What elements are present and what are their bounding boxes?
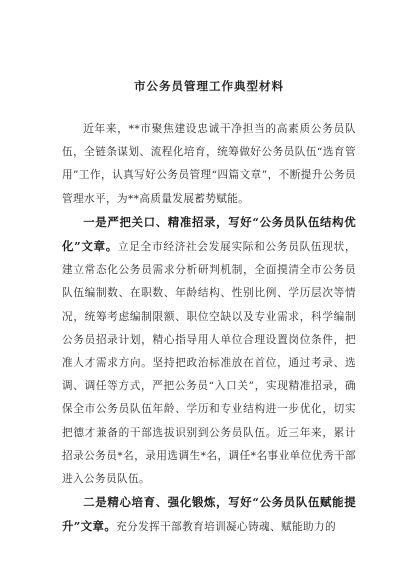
section-2-paragraph bbox=[62, 491, 356, 539]
section-1-paragraph bbox=[62, 211, 356, 491]
intro-paragraph: 近年来，**市聚焦建设忠诚干净担当的高素质公务员队伍，全链条谋划、流程化培育，统筹做好公务员队伍“选育管用”工作，认真写好公务员管理“四篇文章”，不断提升公务员管理水平，为**高质量发展蓄势赋能。 bbox=[62, 123, 356, 205]
document-title: 市公务员管理工作典型材料 bbox=[134, 79, 284, 93]
section-2-body: 充分发挥干部教育培训凝心铸魂、赋能助力的 bbox=[116, 521, 336, 534]
section-1-body: 立足全市经济社会发展实际和公务员队伍现状，建立常态化公务员需求分析研判机制，全面摸清全市公务员队伍编制数、在职数、年龄结构、性别比例、学历层次等情况，统筹考虑编制限额、职位空缺以及专业需求，科学编制公务员招录计划，精心指导用人单位合理设置岗位条件，把准人才需求方向。坚持把政治标准放在首位，通过考录、选调、调任等方式，严把公务员“入口关”，实现精准招录，确保全市公务员队伍年龄、学历和专业结构进一步优化，切实把德才兼备的干部选拔识别到公务员队伍。近三年来，累计招录公务员*名，录用选调生*名，调任*名事业单位优秀干部进入公务员队伍。 bbox=[62, 241, 356, 486]
section-2-lead: 二是精心培育、强化锻炼，写好“公务员队伍赋能提升”文章。 bbox=[62, 495, 356, 534]
section-1-lead: 一是严把关口、精准招录，写好“公务员队伍结构优化”文章。 bbox=[62, 214, 356, 254]
